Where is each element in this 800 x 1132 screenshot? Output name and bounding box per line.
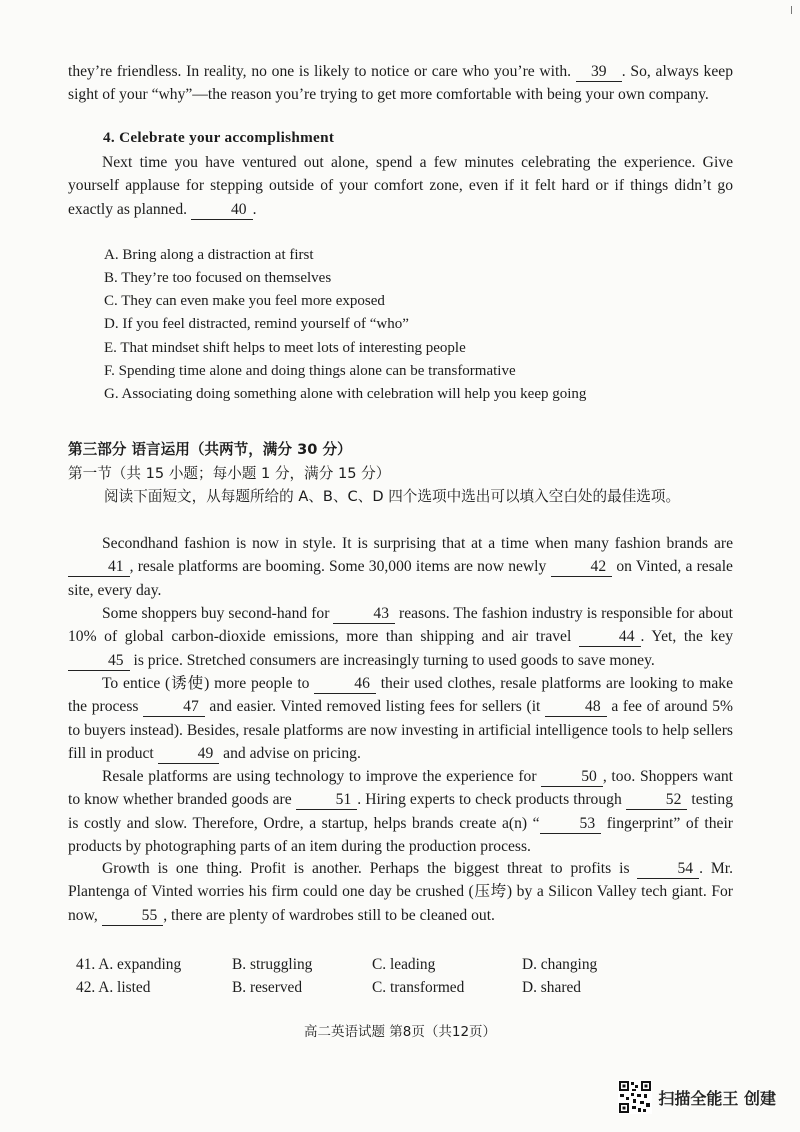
blank-48: 48 — [545, 698, 607, 717]
q42-option-b: B. reserved — [232, 979, 303, 996]
tip3-ending — [68, 60, 733, 107]
blank-41: 41 — [68, 558, 130, 577]
tip3-text: they’re friendless. In reality, no one is likely to notice or care who you’re with. — [68, 63, 572, 80]
blank-52: 52 — [626, 791, 688, 810]
cloze-paragraph-3 — [68, 672, 733, 766]
blank-53: 53 — [540, 815, 602, 834]
cloze-text: , resale platforms are booming. Some 30,000 items are now newly — [129, 558, 547, 576]
cloze-text: , there are plenty of wardrobes still to be cleaned out. — [163, 906, 495, 924]
cloze-text: on Vinted, a resale site, every day. — [68, 558, 733, 599]
part3-title: 第三部分 语言运用（共两节，满分 30 分） — [68, 441, 352, 458]
cloze-paragraph-1 — [68, 532, 733, 602]
cloze-text: Some shoppers buy second-hand for — [102, 605, 330, 622]
cloze-text: . Yet, the key — [640, 628, 734, 646]
q42-option-a: 42. A. listed — [76, 979, 151, 996]
option-d: D. If you feel distracted, remind yourself of “who” — [104, 316, 409, 332]
cloze-text: Resale platforms are using technology to improve the experience for — [102, 768, 537, 785]
blank-39: 39 — [576, 63, 622, 82]
q41-option-d: D. changing — [522, 956, 598, 973]
blank-49: 49 — [158, 745, 220, 764]
blank-46: 46 — [314, 675, 376, 694]
cloze-text: Growth is one thing. Profit is another. Perhaps the biggest threat to profits is — [102, 860, 630, 877]
blank-55: 55 — [102, 907, 164, 926]
cloze-text: . Mr. Plantenga of Vinted worries his firm could one day be crushed (压垮) by a Silicon Valley tech giant. For now, — [68, 860, 733, 924]
tip4-heading: 4. Celebrate your accomplishment — [103, 129, 335, 146]
tip4-paragraph — [68, 151, 733, 221]
option-c: C. They can even make you feel more exposed — [104, 293, 385, 309]
tip4-end: . — [252, 200, 257, 218]
q42-option-c: C. transformed — [372, 979, 465, 996]
part3-section1: 第一节（共 15 小题；每小题 1 分，满分 15 分） — [68, 465, 391, 482]
scan-mark — [791, 6, 796, 14]
cloze-text: reasons. The fashion industry is responsible for about 10% of global carbon-dioxide emissions, more than shipping and air travel — [68, 605, 733, 646]
tip3-text-end: . So, always keep sight of your “why”—the reason you’re trying to get more comfortable with being your own company. — [68, 63, 733, 104]
blank-54: 54 — [637, 860, 699, 879]
cloze-text: testing is costly and slow. Therefore, Ordre, a startup, helps brands create a(n) “ — [68, 791, 733, 832]
tip4-text: Next time you have ventured out alone, spend a few minutes celebrating the experience. Give yourself applause for stepping outside of your comfort zone, even if it felt hard or if things didn’t go exactly as planned. — [68, 154, 733, 218]
blank-51: 51 — [296, 791, 358, 810]
option-b: B. They’re too focused on themselves — [104, 270, 332, 286]
watermark-text: 扫描全能王 创建 — [658, 1088, 776, 1108]
blank-43: 43 — [333, 605, 395, 624]
cloze-paragraph-4 — [68, 765, 733, 859]
cloze-text: To entice (诱使) more people to — [102, 675, 310, 692]
blank-42: 42 — [551, 558, 613, 577]
cloze-text: and advise on pricing. — [223, 745, 361, 763]
q42-option-d: D. shared — [522, 979, 581, 996]
cloze-text: their used clothes, resale platforms are looking to make the process — [68, 675, 734, 716]
cloze-paragraph-2 — [68, 602, 733, 672]
scanner-watermark — [618, 1080, 776, 1114]
cloze-text: . Hiring experts to check products through — [357, 791, 622, 809]
blank-45: 45 — [68, 652, 130, 671]
qr-code-icon — [618, 1080, 652, 1114]
blank-50: 50 — [541, 768, 603, 787]
q41-option-a: 41. A. expanding — [76, 956, 182, 973]
cloze-paragraph-5 — [68, 857, 733, 927]
option-g: G. Associating doing something alone with celebration will help you keep going — [104, 386, 587, 402]
blank-44: 44 — [579, 628, 641, 647]
cloze-text: , too. Shoppers want to know whether branded goods are — [68, 768, 734, 809]
option-f: F. Spending time alone and doing things alone can be transformative — [104, 363, 516, 379]
page-footer: 高二英语试题 第8页（共12页） — [303, 1024, 497, 1040]
q41-option-c: C. leading — [372, 956, 436, 973]
cloze-text: a fee of around 5% to buyers instead). Besides, resale platforms are now investing in artificial intelligence tools to help sellers fill in product — [68, 698, 733, 763]
blank-47: 47 — [143, 698, 205, 717]
cloze-text: Secondhand fashion is now in style. It is surprising that at a time when many fashion brands are — [102, 535, 733, 552]
q41-option-b: B. struggling — [232, 956, 313, 973]
cloze-text: is price. Stretched consumers are increasingly turning to used goods to save money. — [133, 651, 655, 669]
part3-instruction: 阅读下面短文，从每题所给的 A、B、C、D 四个选项中选出可以填入空白处的最佳选项。 — [104, 488, 681, 505]
cloze-text: fingerprint” of their products by photographing parts of an item during the production process. — [68, 814, 733, 856]
option-e: E. That mindset shift helps to meet lots of interesting people — [104, 340, 466, 356]
option-a: A. Bring along a distraction at first — [104, 247, 314, 263]
blank-40: 40 — [191, 201, 253, 220]
cloze-text: and easier. Vinted removed listing fees for sellers (it — [209, 698, 541, 716]
